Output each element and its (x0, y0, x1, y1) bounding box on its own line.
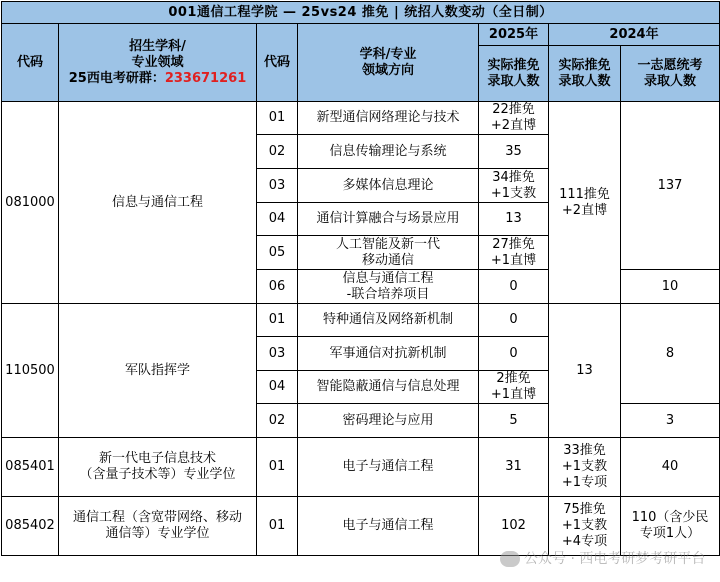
rec-2025: 0 (479, 304, 549, 337)
first-choice-2024: 110（含少民 专项1人） (621, 497, 720, 556)
direction-code: 05 (257, 236, 298, 270)
direction-name: 人工智能及新一代 移动通信 (298, 236, 479, 270)
direction-code: 03 (257, 169, 298, 203)
admission-table-sheet (0, 1, 720, 582)
rec-2025: 0 (479, 270, 549, 304)
direction-code: 02 (257, 135, 298, 169)
group-number: 233671261 (164, 70, 247, 86)
table-row (2, 438, 720, 497)
direction-code: 06 (257, 270, 298, 304)
direction-name: 多媒体信息理论 (298, 169, 479, 203)
direction-code: 02 (257, 404, 298, 438)
rec-2024: 13 (549, 304, 621, 438)
rec-2025: 27推免 +1直博 (479, 236, 549, 270)
wechat-icon (500, 551, 520, 567)
table-row (2, 102, 720, 135)
direction-name: 信息传输理论与系统 (298, 135, 479, 169)
rec-2025: 13 (479, 203, 549, 236)
rec-2025: 34推免 +1支教 (479, 169, 549, 203)
header-subject-note: 25西电考研群： (68, 70, 165, 86)
direction-name: 军事通信对抗新机制 (298, 337, 479, 371)
direction-name: 电子与通信工程 (298, 438, 479, 497)
rec-2025: 0 (479, 337, 549, 371)
first-choice-2024: 40 (621, 438, 720, 497)
header-2024-actual: 实际推免 录取人数 (549, 46, 621, 102)
table-body (2, 102, 720, 556)
header-year-2025: 2025年 (479, 24, 549, 46)
table-title: 001通信工程学院 — 25vs24 推免 | 统招人数变动（全日制） (2, 2, 720, 24)
rec-2025: 35 (479, 135, 549, 169)
subject-code: 085401 (2, 438, 59, 497)
direction-code: 04 (257, 203, 298, 236)
direction-name: 电子与通信工程 (298, 497, 479, 556)
rec-2025: 102 (479, 497, 549, 556)
header-dir-code: 代码 (257, 24, 298, 102)
first-choice-2024: 137 (621, 102, 720, 270)
header-2025-actual: 实际推免 录取人数 (479, 46, 549, 102)
rec-2025: 2推免 +1直博 (479, 371, 549, 404)
subject-name: 信息与通信工程 (59, 102, 257, 304)
first-choice-2024-extra: 10 (621, 270, 720, 304)
first-choice-2024: 8 (621, 304, 720, 404)
admission-table (1, 1, 720, 556)
header-subject-label: 招生学科/ 专业领域 (129, 38, 186, 70)
direction-name: 特种通信及网络新机制 (298, 304, 479, 337)
table-row (2, 304, 720, 337)
direction-name: 信息与通信工程 -联合培养项目 (298, 270, 479, 304)
header-direction: 学科/专业 领域方向 (298, 24, 479, 102)
subject-code: 110500 (2, 304, 59, 438)
direction-name: 通信计算融合与场景应用 (298, 203, 479, 236)
direction-code: 04 (257, 371, 298, 404)
first-choice-2024-extra: 3 (621, 404, 720, 438)
direction-code: 01 (257, 304, 298, 337)
header-code: 代码 (2, 24, 59, 102)
direction-name: 密码理论与应用 (298, 404, 479, 438)
watermark-text: 公众号 · 西电考研梦考研平台 (524, 551, 706, 567)
direction-code: 01 (257, 497, 298, 556)
direction-code: 03 (257, 337, 298, 371)
watermark (500, 541, 718, 577)
subject-code: 081000 (2, 102, 59, 304)
direction-code: 01 (257, 438, 298, 497)
direction-name: 新型通信网络理论与技术 (298, 102, 479, 135)
rec-2025: 22推免 +2直博 (479, 102, 549, 135)
direction-name: 智能隐蔽通信与信息处理 (298, 371, 479, 404)
header-year-2024: 2024年 (549, 24, 720, 46)
direction-code: 01 (257, 102, 298, 135)
subject-name: 军队指挥学 (59, 304, 257, 438)
subject-name: 新一代电子信息技术 （含量子技术等）专业学位 (59, 438, 257, 497)
rec-2024: 111推免 +2直博 (549, 102, 621, 304)
subject-code: 085402 (2, 497, 59, 556)
header-2024-first: 一志愿统考 录取人数 (621, 46, 720, 102)
subject-name: 通信工程（含宽带网络、移动 通信等）专业学位 (59, 497, 257, 556)
rec-2024: 33推免 +1支教 +1专项 (549, 438, 621, 497)
rec-2025: 31 (479, 438, 549, 497)
rec-2025: 5 (479, 404, 549, 438)
header-subject (59, 24, 257, 102)
rec-2024: 75推免 +1支教 +4专项 (549, 497, 621, 556)
